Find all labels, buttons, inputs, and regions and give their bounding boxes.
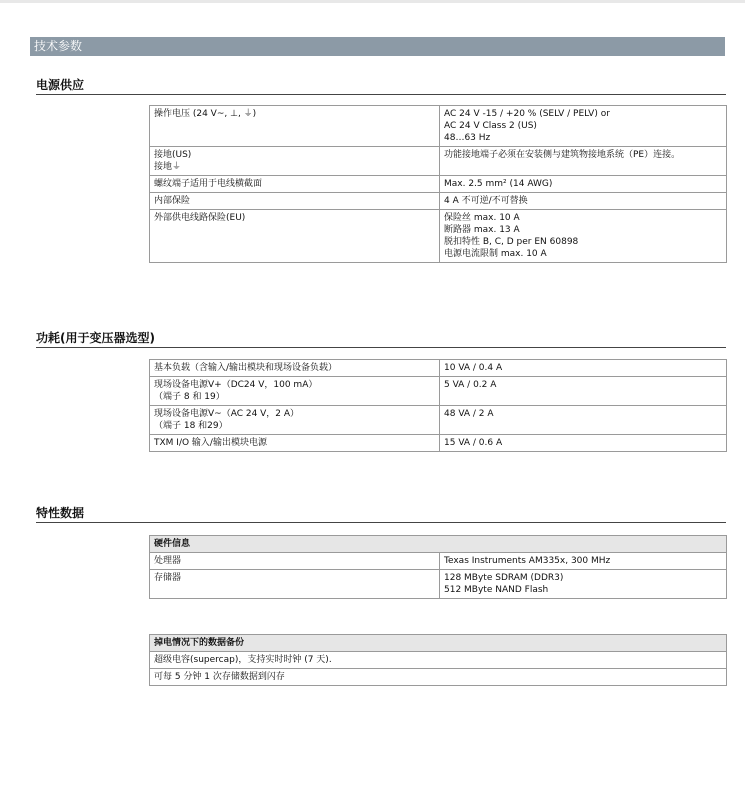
row-value	[440, 210, 727, 263]
table-row	[150, 377, 727, 406]
table-row	[150, 553, 727, 570]
value-line: 保险丝 max. 10 A	[444, 213, 520, 223]
row-label: 外部供电线路保险(EU)	[150, 210, 440, 263]
row-value: 10 VA / 0.4 A	[440, 360, 727, 377]
hardware-table	[149, 535, 727, 599]
table-row	[150, 147, 727, 176]
row-value: 48 VA / 2 A	[440, 406, 727, 435]
row-label: 操作电压 (24 V~, ⊥, ⏚)	[150, 106, 440, 147]
label-line: 现场设备电源V~（AC 24 V，2 A）	[154, 409, 300, 419]
row-label	[150, 147, 440, 176]
value-line: 电源电流限制 max. 10 A	[444, 249, 547, 259]
value-line: AC 24 V Class 2 (US)	[444, 121, 537, 131]
backup-table	[149, 634, 727, 686]
value-line: 512 MByte NAND Flash	[444, 585, 549, 595]
row-label: TXM I/O 输入/输出模块电源	[150, 435, 440, 452]
table-row	[150, 435, 727, 452]
label-line: （端子 8 和 19）	[154, 392, 225, 402]
label-line: 现场设备电源V+（DC24 V，100 mA）	[154, 380, 318, 390]
row-value	[440, 570, 727, 599]
table-row	[150, 176, 727, 193]
value-line: 断路器 max. 13 A	[444, 225, 520, 235]
table-row	[150, 210, 727, 263]
row-value: 功能接地端子必须在安装侧与建筑物接地系统（PE）连接。	[440, 147, 727, 176]
row-label	[150, 377, 440, 406]
section-title-characteristics: 特性数据	[36, 506, 726, 523]
table-row	[150, 193, 727, 210]
table-row	[150, 360, 727, 377]
label-line: 接地(US)	[154, 150, 192, 160]
row-text: 可每 5 分钟 1 次存储数据到闪存	[150, 669, 727, 686]
row-label	[150, 406, 440, 435]
section-banner: 技术参数	[30, 37, 725, 56]
row-value: 5 VA / 0.2 A	[440, 377, 727, 406]
row-text: 超级电容(supercap)，支持实时时钟 (7 天).	[150, 652, 727, 669]
value-line: 48…63 Hz	[444, 133, 491, 143]
row-value: 4 A 不可逆/不可替换	[440, 193, 727, 210]
power-consumption-table	[149, 359, 727, 452]
row-value: 15 VA / 0.6 A	[440, 435, 727, 452]
row-label: 内部保险	[150, 193, 440, 210]
table-header: 硬件信息	[150, 536, 727, 553]
table-header: 掉电情况下的数据备份	[150, 635, 727, 652]
table-header-row	[150, 536, 727, 553]
table-row	[150, 652, 727, 669]
table-row	[150, 570, 727, 599]
value-line: AC 24 V -15 / +20 % (SELV / PELV) or	[444, 109, 610, 119]
row-label: 基本负载（含输入/输出模块和现场设备负载）	[150, 360, 440, 377]
row-label: 螺纹端子适用于电线横截面	[150, 176, 440, 193]
table-row	[150, 406, 727, 435]
label-line: 接地⏚	[154, 162, 182, 172]
section-title-power-supply: 电源供应	[36, 78, 726, 95]
row-value: Texas Instruments AM335x, 300 MHz	[440, 553, 727, 570]
label-line: （端子 18 和29）	[154, 421, 228, 431]
power-supply-table	[149, 105, 727, 263]
top-rule	[0, 0, 745, 3]
value-line: 128 MByte SDRAM (DDR3)	[444, 573, 564, 583]
row-label: 存储器	[150, 570, 440, 599]
row-value: Max. 2.5 mm² (14 AWG)	[440, 176, 727, 193]
row-label: 处理器	[150, 553, 440, 570]
section-title-power-consumption: 功耗(用于变压器选型)	[36, 331, 726, 348]
table-row	[150, 106, 727, 147]
table-row	[150, 669, 727, 686]
value-line: 脱扣特性 B, C, D per EN 60898	[444, 237, 579, 247]
row-value	[440, 106, 727, 147]
table-header-row	[150, 635, 727, 652]
